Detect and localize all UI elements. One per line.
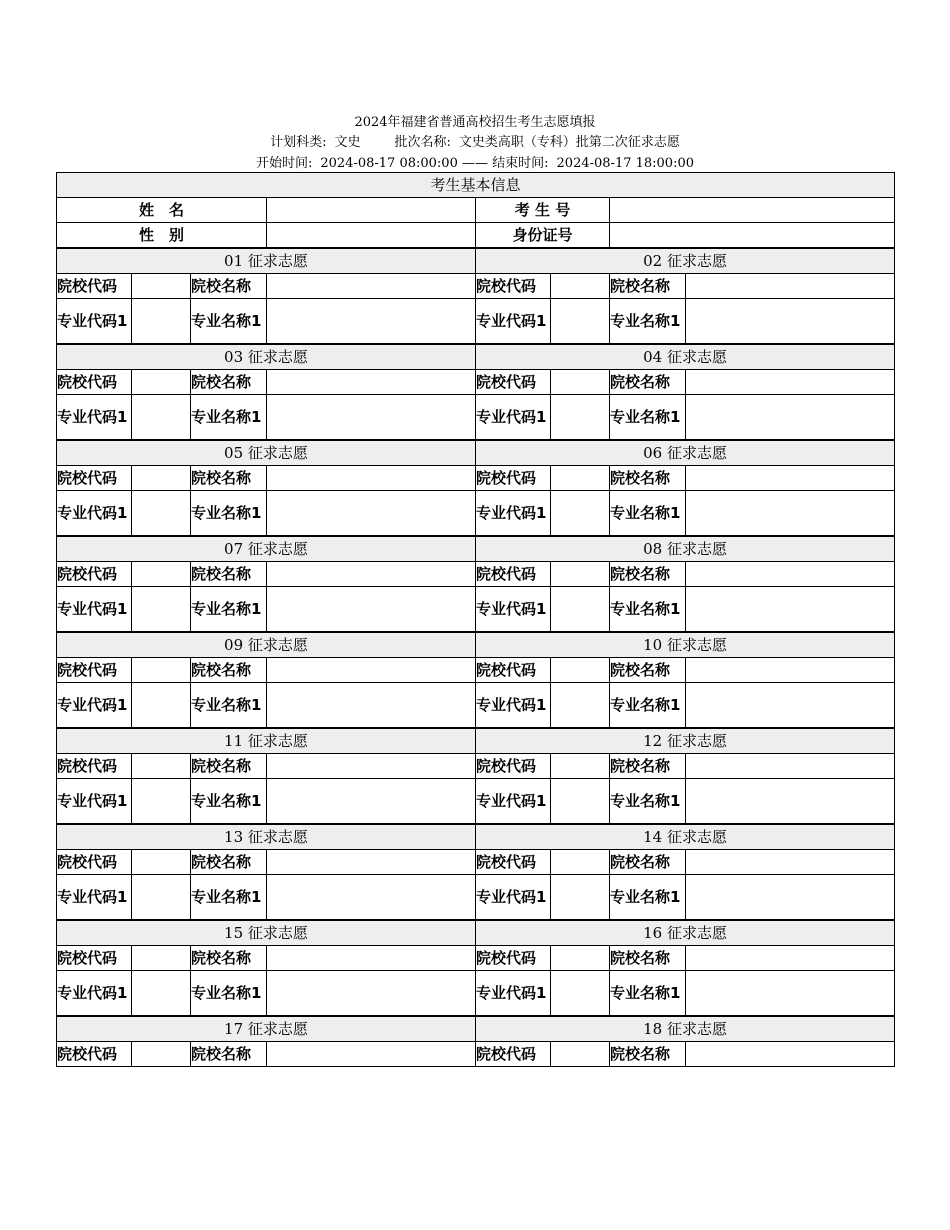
wish-suffix: 征求志愿 xyxy=(666,252,727,270)
school-name-label: 院校名称 xyxy=(191,1042,267,1067)
wish-title-row xyxy=(57,248,895,274)
major-name-field[interactable] xyxy=(267,875,476,921)
major-name-field[interactable] xyxy=(267,779,476,825)
school-code-field[interactable] xyxy=(551,850,610,875)
school-name-label: 院校名称 xyxy=(610,562,686,587)
school-name-label: 院校名称 xyxy=(610,1042,686,1067)
major-code-label: 专业代码1 xyxy=(476,395,551,441)
wish-title-08 xyxy=(476,536,895,562)
major-code-field[interactable] xyxy=(551,587,610,633)
wish-school-row xyxy=(57,562,895,587)
school-code-field[interactable] xyxy=(551,466,610,491)
school-name-field[interactable] xyxy=(267,274,476,299)
school-name-label: 院校名称 xyxy=(191,658,267,683)
wish-title-row xyxy=(57,632,895,658)
wish-title-row xyxy=(57,824,895,850)
wish-suffix: 征求志愿 xyxy=(666,1020,727,1038)
school-name-field[interactable] xyxy=(686,754,895,779)
wish-school-row xyxy=(57,658,895,683)
wish-suffix: 征求志愿 xyxy=(247,924,308,942)
wish-number: 10 xyxy=(643,636,663,654)
wish-title-03 xyxy=(57,344,476,370)
school-code-label: 院校代码 xyxy=(476,370,551,395)
wish-number: 11 xyxy=(224,732,244,750)
wish-suffix: 征求志愿 xyxy=(666,444,727,462)
form-title-text: 2024年福建省普通高校招生考生志愿填报 xyxy=(354,115,596,130)
school-code-field[interactable] xyxy=(551,754,610,779)
dash: —— xyxy=(462,156,488,171)
school-name-field[interactable] xyxy=(267,562,476,587)
wish-school-row xyxy=(57,274,895,299)
gender-field[interactable] xyxy=(267,223,476,249)
wish-title-16 xyxy=(476,920,895,946)
wish-number: 04 xyxy=(643,348,663,366)
school-name-label: 院校名称 xyxy=(610,850,686,875)
major-name-label: 专业名称1 xyxy=(191,299,267,345)
school-name-field[interactable] xyxy=(267,850,476,875)
wish-number: 02 xyxy=(643,252,663,270)
wish-title-row xyxy=(57,440,895,466)
wish-title-09 xyxy=(57,632,476,658)
wish-suffix: 征求志愿 xyxy=(666,828,727,846)
school-name-label: 院校名称 xyxy=(191,466,267,491)
wish-title-12 xyxy=(476,728,895,754)
wish-title-row xyxy=(57,536,895,562)
wish-title-row xyxy=(57,344,895,370)
school-name-label: 院校名称 xyxy=(191,274,267,299)
major-code-label: 专业代码1 xyxy=(476,491,551,537)
wish-number: 03 xyxy=(224,348,244,366)
wish-number: 06 xyxy=(643,444,663,462)
wish-number: 05 xyxy=(224,444,244,462)
plan-value: 文史 xyxy=(334,135,361,150)
wish-number: 09 xyxy=(224,636,244,654)
school-code-label: 院校代码 xyxy=(476,274,551,299)
major-code-label: 专业代码1 xyxy=(57,779,132,825)
school-code-label: 院校代码 xyxy=(476,850,551,875)
exam-no-field[interactable] xyxy=(610,198,895,223)
school-code-label: 院校代码 xyxy=(57,370,132,395)
end-value: 2024-08-17 18:00:00 xyxy=(556,156,695,171)
wish-number: 01 xyxy=(224,252,244,270)
major-code-label: 专业代码1 xyxy=(476,875,551,921)
school-name-label: 院校名称 xyxy=(610,370,686,395)
wish-title-04 xyxy=(476,344,895,370)
wish-school-row xyxy=(57,850,895,875)
school-code-field[interactable] xyxy=(551,658,610,683)
major-name-field[interactable] xyxy=(686,683,895,729)
school-name-label: 院校名称 xyxy=(191,562,267,587)
major-code-label: 专业代码1 xyxy=(57,971,132,1017)
wish-number: 14 xyxy=(643,828,663,846)
school-code-field[interactable] xyxy=(551,562,610,587)
end-label: 结束时间: xyxy=(492,156,549,171)
gender-label: 性 别 xyxy=(57,223,267,249)
wish-title-07 xyxy=(57,536,476,562)
major-name-label: 专业名称1 xyxy=(610,395,686,441)
start-label: 开始时间: xyxy=(255,156,313,171)
school-code-label: 院校代码 xyxy=(57,658,132,683)
major-name-field[interactable] xyxy=(686,587,895,633)
major-name-label: 专业名称1 xyxy=(191,587,267,633)
major-code-label: 专业代码1 xyxy=(57,491,132,537)
wish-school-row xyxy=(57,946,895,971)
batch-label: 批次名称: xyxy=(394,135,451,150)
major-name-label: 专业名称1 xyxy=(610,779,686,825)
major-code-field[interactable] xyxy=(132,491,191,537)
major-name-field[interactable] xyxy=(267,587,476,633)
wish-suffix: 征求志愿 xyxy=(666,348,727,366)
major-code-label: 专业代码1 xyxy=(476,971,551,1017)
major-name-field[interactable] xyxy=(686,395,895,441)
school-name-label: 院校名称 xyxy=(610,946,686,971)
major-code-field[interactable] xyxy=(132,395,191,441)
major-code-field[interactable] xyxy=(132,587,191,633)
wish-title-05 xyxy=(57,440,476,466)
school-code-field[interactable] xyxy=(132,658,191,683)
school-code-field[interactable] xyxy=(132,466,191,491)
school-name-label: 院校名称 xyxy=(610,658,686,683)
school-code-label: 院校代码 xyxy=(476,562,551,587)
school-code-label: 院校代码 xyxy=(476,658,551,683)
id-field[interactable] xyxy=(610,223,895,249)
major-name-field[interactable] xyxy=(267,971,476,1017)
school-code-field[interactable] xyxy=(132,946,191,971)
major-name-label: 专业名称1 xyxy=(610,491,686,537)
major-code-label: 专业代码1 xyxy=(57,587,132,633)
wish-title-11 xyxy=(57,728,476,754)
wish-suffix: 征求志愿 xyxy=(666,540,727,558)
school-name-field[interactable] xyxy=(686,850,895,875)
wish-school-row xyxy=(57,466,895,491)
wish-number: 12 xyxy=(643,732,663,750)
wish-title-row xyxy=(57,1016,895,1042)
school-name-label: 院校名称 xyxy=(191,754,267,779)
school-code-label: 院校代码 xyxy=(476,946,551,971)
major-code-label: 专业代码1 xyxy=(57,683,132,729)
school-code-field[interactable] xyxy=(132,562,191,587)
major-name-field[interactable] xyxy=(267,395,476,441)
major-name-label: 专业名称1 xyxy=(610,683,686,729)
major-name-field[interactable] xyxy=(686,299,895,345)
wish-title-14 xyxy=(476,824,895,850)
school-name-field[interactable] xyxy=(686,370,895,395)
school-name-field[interactable] xyxy=(686,946,895,971)
major-name-label: 专业名称1 xyxy=(610,875,686,921)
school-code-label: 院校代码 xyxy=(57,1042,132,1067)
major-name-field[interactable] xyxy=(686,875,895,921)
form-title xyxy=(0,113,950,133)
wish-number: 16 xyxy=(643,924,663,942)
wish-number: 15 xyxy=(224,924,244,942)
major-name-label: 专业名称1 xyxy=(191,971,267,1017)
plan-label: 计划科类: xyxy=(270,135,327,150)
school-name-field[interactable] xyxy=(267,370,476,395)
school-name-label: 院校名称 xyxy=(191,850,267,875)
wish-major-row xyxy=(57,491,895,537)
school-code-field[interactable] xyxy=(132,1042,191,1067)
major-code-field[interactable] xyxy=(551,299,610,345)
school-code-label: 院校代码 xyxy=(476,754,551,779)
major-code-field[interactable] xyxy=(132,971,191,1017)
major-code-field[interactable] xyxy=(551,875,610,921)
wish-suffix: 征求志愿 xyxy=(666,732,727,750)
wish-major-row xyxy=(57,683,895,729)
major-name-field[interactable] xyxy=(267,299,476,345)
major-name-label: 专业名称1 xyxy=(191,875,267,921)
wish-title-06 xyxy=(476,440,895,466)
wish-title-02 xyxy=(476,248,895,274)
wish-suffix: 征求志愿 xyxy=(666,924,727,942)
school-name-field[interactable] xyxy=(686,466,895,491)
wish-title-row xyxy=(57,728,895,754)
wish-school-row xyxy=(57,1042,895,1067)
wish-title-17 xyxy=(57,1016,476,1042)
school-name-label: 院校名称 xyxy=(610,754,686,779)
wish-school-row xyxy=(57,754,895,779)
wish-suffix: 征求志愿 xyxy=(247,444,308,462)
school-name-field[interactable] xyxy=(686,562,895,587)
school-name-field[interactable] xyxy=(686,658,895,683)
plan-batch-line xyxy=(0,133,950,153)
school-code-field[interactable] xyxy=(551,370,610,395)
wish-title-18 xyxy=(476,1016,895,1042)
time-line xyxy=(0,154,950,174)
school-name-field[interactable] xyxy=(686,274,895,299)
school-name-field[interactable] xyxy=(686,1042,895,1067)
major-code-field[interactable] xyxy=(132,683,191,729)
wish-number: 18 xyxy=(643,1020,663,1038)
school-code-label: 院校代码 xyxy=(476,466,551,491)
major-code-field[interactable] xyxy=(132,779,191,825)
major-name-label: 专业名称1 xyxy=(610,971,686,1017)
wish-major-row xyxy=(57,395,895,441)
school-code-label: 院校代码 xyxy=(476,1042,551,1067)
school-name-field[interactable] xyxy=(267,1042,476,1067)
school-code-label: 院校代码 xyxy=(57,466,132,491)
school-name-label: 院校名称 xyxy=(191,370,267,395)
wish-suffix: 征求志愿 xyxy=(247,540,308,558)
school-code-field[interactable] xyxy=(551,274,610,299)
school-code-label: 院校代码 xyxy=(57,754,132,779)
major-code-field[interactable] xyxy=(551,395,610,441)
major-code-field[interactable] xyxy=(551,491,610,537)
school-code-field[interactable] xyxy=(551,946,610,971)
major-code-field[interactable] xyxy=(551,971,610,1017)
major-name-label: 专业名称1 xyxy=(610,299,686,345)
major-code-field[interactable] xyxy=(551,683,610,729)
major-name-field[interactable] xyxy=(686,779,895,825)
major-name-label: 专业名称1 xyxy=(191,491,267,537)
school-code-label: 院校代码 xyxy=(57,946,132,971)
application-form-table xyxy=(56,172,895,1067)
major-name-label: 专业名称1 xyxy=(191,683,267,729)
major-name-field[interactable] xyxy=(267,491,476,537)
school-code-field[interactable] xyxy=(132,850,191,875)
wish-major-row xyxy=(57,971,895,1017)
wish-suffix: 征求志愿 xyxy=(666,636,727,654)
school-code-label: 院校代码 xyxy=(57,562,132,587)
major-code-label: 专业代码1 xyxy=(476,587,551,633)
start-value: 2024-08-17 08:00:00 xyxy=(320,156,458,171)
wish-suffix: 征求志愿 xyxy=(247,1020,308,1038)
school-name-label: 院校名称 xyxy=(610,466,686,491)
major-code-label: 专业代码1 xyxy=(476,299,551,345)
id-label: 身份证号 xyxy=(476,223,610,249)
major-code-label: 专业代码1 xyxy=(476,779,551,825)
major-code-label: 专业代码1 xyxy=(57,395,132,441)
wish-suffix: 征求志愿 xyxy=(247,636,308,654)
major-code-label: 专业代码1 xyxy=(57,875,132,921)
wish-title-15 xyxy=(57,920,476,946)
school-name-field[interactable] xyxy=(267,658,476,683)
batch-value: 文史类高职（专科）批第二次征求志愿 xyxy=(458,135,680,150)
school-name-label: 院校名称 xyxy=(191,946,267,971)
wish-number: 13 xyxy=(224,828,244,846)
major-code-field[interactable] xyxy=(132,875,191,921)
wish-title-row xyxy=(57,920,895,946)
wish-number: 07 xyxy=(224,540,244,558)
school-name-label: 院校名称 xyxy=(610,274,686,299)
major-code-label: 专业代码1 xyxy=(476,683,551,729)
major-code-label: 专业代码1 xyxy=(57,299,132,345)
school-name-field[interactable] xyxy=(267,754,476,779)
name-field[interactable] xyxy=(267,198,476,223)
wish-number: 08 xyxy=(643,540,663,558)
school-code-field[interactable] xyxy=(132,274,191,299)
major-name-label: 专业名称1 xyxy=(610,587,686,633)
wish-major-row xyxy=(57,875,895,921)
wish-title-01 xyxy=(57,248,476,274)
major-code-field[interactable] xyxy=(132,299,191,345)
wish-number: 17 xyxy=(224,1020,244,1038)
school-code-field[interactable] xyxy=(551,1042,610,1067)
wish-title-13 xyxy=(57,824,476,850)
wish-suffix: 征求志愿 xyxy=(247,252,308,270)
school-code-label: 院校代码 xyxy=(57,274,132,299)
wish-major-row xyxy=(57,587,895,633)
wish-suffix: 征求志愿 xyxy=(247,348,308,366)
exam-no-label: 考 生 号 xyxy=(476,198,610,223)
school-name-field[interactable] xyxy=(267,466,476,491)
school-name-field[interactable] xyxy=(267,946,476,971)
name-label: 姓 名 xyxy=(57,198,267,223)
major-name-field[interactable] xyxy=(686,971,895,1017)
major-name-field[interactable] xyxy=(267,683,476,729)
major-name-label: 专业名称1 xyxy=(191,395,267,441)
wish-school-row xyxy=(57,370,895,395)
wish-title-10 xyxy=(476,632,895,658)
basic-info-title: 考生基本信息 xyxy=(57,173,895,198)
school-code-label: 院校代码 xyxy=(57,850,132,875)
school-code-field[interactable] xyxy=(132,754,191,779)
major-code-field[interactable] xyxy=(551,779,610,825)
wish-suffix: 征求志愿 xyxy=(247,732,308,750)
major-name-field[interactable] xyxy=(686,491,895,537)
wish-major-row xyxy=(57,779,895,825)
school-code-field[interactable] xyxy=(132,370,191,395)
wish-major-row xyxy=(57,299,895,345)
wish-suffix: 征求志愿 xyxy=(247,828,308,846)
major-name-label: 专业名称1 xyxy=(191,779,267,825)
